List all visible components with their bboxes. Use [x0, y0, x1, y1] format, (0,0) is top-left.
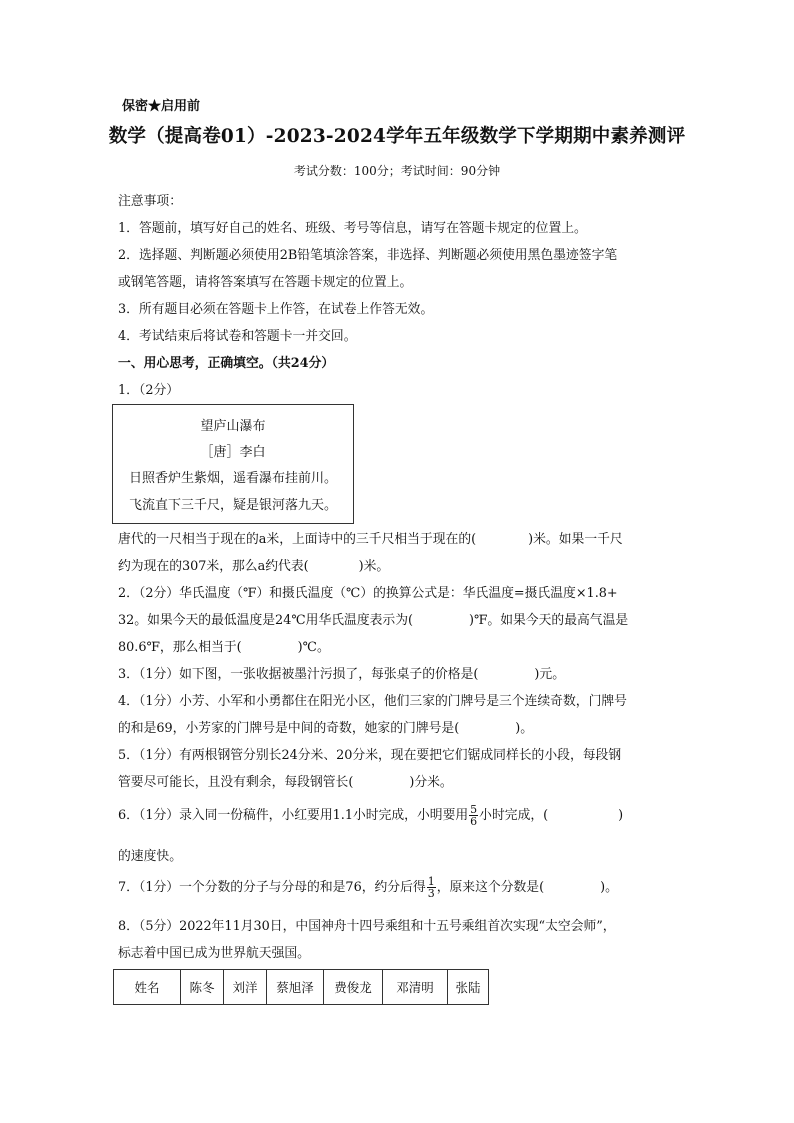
section-heading: 一、用心思考，正确填空。（共24分）	[118, 356, 335, 371]
q2-line-2: 32。如果今天的最低温度是24℃用华氏温度表示为( )℉。如果今天的最高气温是	[118, 613, 629, 628]
q5-line-1: 5．（1分）有两根钢管分别长24分米、20分米，现在要把它们锯成同样长的小段，每段钢	[118, 748, 622, 763]
q2-line-1: 2．（2分）华氏温度（℉）和摄氏温度（℃）的换算公式是：华氏温度=摄氏温度×1.8+	[118, 586, 618, 601]
astronaut-table	[113, 969, 489, 1005]
table-cell: 蔡旭泽	[267, 970, 324, 1005]
table-cell: 费俊龙	[324, 970, 383, 1005]
confidential-label: 保密★启用前	[122, 99, 201, 114]
q1-line-1: 唐代的一尺相当于现在的a米，上面诗中的三千尺相当于现在的( )米。如果一千尺	[118, 532, 623, 547]
q4-line-2: 的和是69，小芳家的门牌号是中间的奇数，她家的门牌号是( )。	[118, 721, 533, 736]
table-cell: 张陆	[448, 970, 489, 1005]
table-cell: 刘洋	[224, 970, 267, 1005]
note-item-4: 4．考试结束后将试卷和答题卡一并交回。	[118, 329, 357, 344]
q6-line-1: 6．（1分）录入同一份稿件，小红要用1.1小时完成，小明要用 $\frac{5}{6}$ 小时完成，( )	[118, 803, 624, 828]
q8-line-1: 8．（5分）2022年11月30日，中国神舟十四号乘组和十五号乘组首次实现“太空会师”，	[118, 919, 616, 934]
q6-line-2: 的速度快。	[118, 849, 182, 864]
fraction: $\frac{1}{3}$	[427, 875, 435, 900]
table-cell: 邓清明	[383, 970, 448, 1005]
poem-box	[112, 404, 354, 524]
page-title: 数学（提高卷01）-2023-2024学年五年级数学下学期期中素养测评	[108, 126, 686, 147]
poem-author: ［唐］李白	[200, 445, 266, 460]
q3-line: 3．（1分）如下图，一张收据被墨汁污损了，每张桌子的价格是( )元。	[118, 667, 565, 682]
note-item-3: 3．所有题目必须在答题卡上作答，在试卷上作答无效。	[118, 302, 434, 317]
exam-meta: 考试分数：100分；考试时间：90分钟	[293, 164, 501, 178]
table-cell: 姓名	[114, 970, 181, 1005]
note-item-2-cont: 或钢笔答题，请将答案填写在答题卡规定的位置上。	[118, 275, 413, 290]
q1-line-2: 约为现在的307米，那么a约代表( )米。	[118, 559, 390, 574]
note-item-2: 2．选择题、判断题必须使用2B铅笔填涂答案，非选择、判断题必须使用黑色墨迹签字笔	[118, 248, 618, 263]
poem-line-2: 飞流直下三千尺，疑是银河落九天。	[128, 498, 337, 513]
q1-label: 1．（2分）	[118, 383, 180, 398]
note-item-1: 1．答题前，填写好自己的姓名、班级、考号等信息，请写在答题卡规定的位置上。	[118, 221, 587, 236]
q5-line-2: 管要尽可能长，且没有剩余，每段钢管长( )分米。	[118, 775, 453, 790]
q2-line-3: 80.6℉，那么相当于( )℃。	[118, 640, 330, 655]
q4-line-1: 4．（1分）小芳、小军和小勇都住在阳光小区，他们三家的门牌号是三个连续奇数，门牌号	[118, 694, 627, 709]
q7-line: 7．（1分）一个分数的分子与分母的和是76，约分后得 $\frac{1}{3}$ ，原来这个分数是( )。	[118, 875, 618, 900]
notes-heading: 注意事项：	[118, 194, 182, 209]
poem-line-1: 日照香炉生紫烟，遥看瀑布挂前川。	[128, 471, 337, 486]
table-row	[114, 970, 489, 1005]
poem-title: 望庐山瀑布	[200, 419, 266, 434]
fraction: $\frac{5}{6}$	[470, 803, 478, 828]
q8-line-2: 标志着中国已成为世界航天强国。	[118, 946, 310, 961]
table-cell: 陈冬	[181, 970, 224, 1005]
